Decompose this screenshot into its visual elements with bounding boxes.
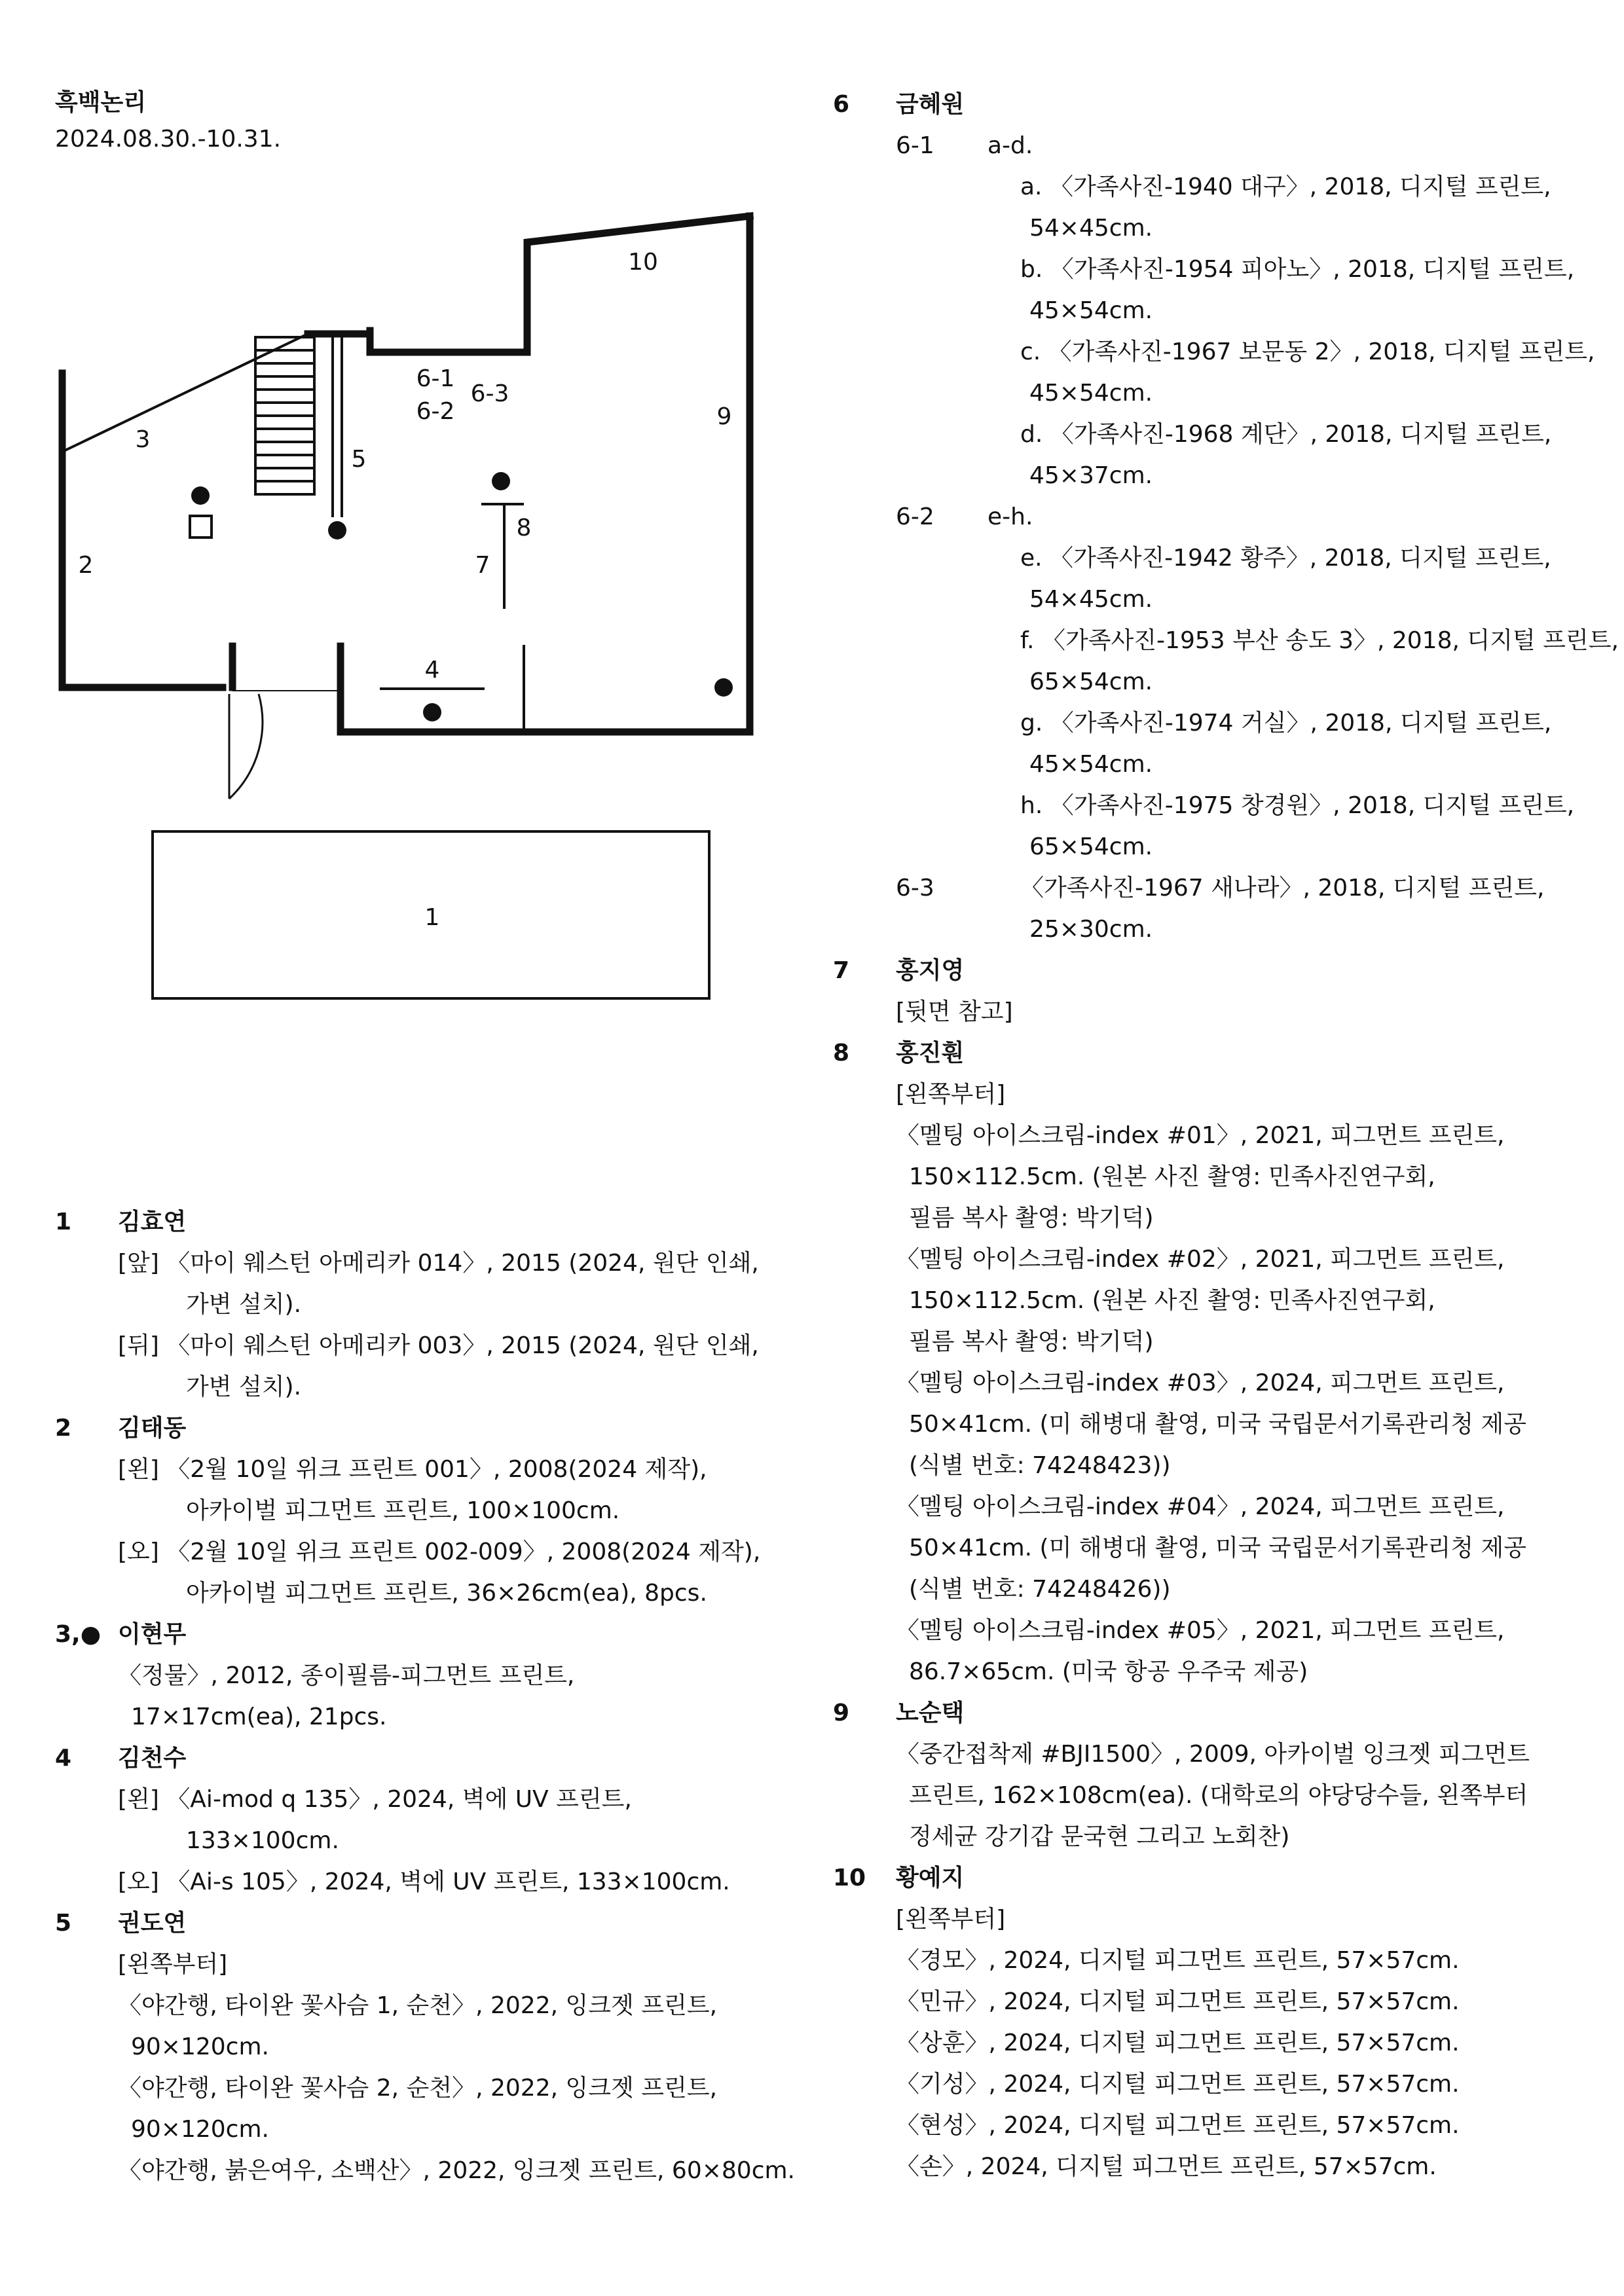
entry-number: 5 xyxy=(55,1910,72,1937)
work-line: e. 〈가족사진-1942 황주〉, 2018, 디지털 프린트, xyxy=(1020,545,1551,572)
list-item-8 xyxy=(833,1032,1586,1074)
map-label-7: 7 xyxy=(475,552,490,579)
work-line: 가변 설치). xyxy=(186,1291,302,1318)
list-item-2 xyxy=(55,1408,795,1449)
entry-number: 4 xyxy=(55,1745,72,1772)
work-line: 〈정물〉, 2012, 종이필름-피그먼트 프린트, xyxy=(118,1662,575,1689)
section-label: 6-1 xyxy=(896,132,934,159)
map-label-10: 10 xyxy=(628,249,658,276)
map-label-4: 4 xyxy=(424,657,440,683)
work-line: 〈중간접착제 #BJI1500〉, 2009, 아카이벌 잉크젯 피그먼트 xyxy=(896,1741,1530,1768)
artist-name: 김태동 xyxy=(118,1415,187,1442)
stair-treads xyxy=(255,350,314,481)
work-size: 45×37cm. xyxy=(1029,462,1153,489)
work-order-note: [왼쪽부터] xyxy=(896,1081,1006,1108)
work-line: 〈멜팅 아이스크림-index #02〉, 2021, 피그먼트 프린트, xyxy=(896,1246,1505,1273)
map-label-1: 1 xyxy=(424,904,440,931)
map-label-8: 8 xyxy=(516,515,532,541)
work-line: 150×112.5cm. (원본 사진 촬영: 민족사진연구회, xyxy=(909,1287,1435,1314)
work-line: 정세균 강기갑 문국현 그리고 노회찬) xyxy=(909,1823,1290,1850)
work-size: 25×30cm. xyxy=(1029,916,1153,943)
section-label: 6-2 xyxy=(896,503,934,530)
work-line: 〈야간행, 타이완 꽃사슴 2, 순천〉, 2022, 잉크젯 프린트, xyxy=(118,2075,718,2102)
work-line: 〈기성〉, 2024, 디지털 피그먼트 프린트, 57×57cm. xyxy=(896,2071,1460,2098)
work-line: 50×41cm. (미 해병대 촬영, 미국 국립문서기록관리청 제공 xyxy=(909,1535,1526,1561)
work-size: 65×54cm. xyxy=(1029,668,1153,695)
work-line: b. 〈가족사진-1954 피아노〉, 2018, 디지털 프린트, xyxy=(1020,256,1575,283)
work-line: (식별 번호: 74248423)) xyxy=(909,1452,1171,1479)
dot-marker xyxy=(714,678,733,697)
work-line: c. 〈가족사진-1967 보문동 2〉, 2018, 디지털 프린트, xyxy=(1020,338,1595,365)
work-line: 〈야간행, 붉은여우, 소백산〉, 2022, 잉크젯 프린트, 60×80cm. xyxy=(118,2157,795,2184)
work-line: 필름 복사 촬영: 박기덕) xyxy=(909,1205,1154,1231)
list-item-10 xyxy=(833,1857,1586,1899)
entry-number: 8 xyxy=(833,1040,850,1066)
list-item-5 xyxy=(55,1903,795,1944)
work-line: 150×112.5cm. (원본 사진 촬영: 민족사진연구회, xyxy=(909,1163,1435,1190)
work-line: (식별 번호: 74248426)) xyxy=(909,1576,1171,1603)
work-size: 45×54cm. xyxy=(1029,297,1153,324)
artist-name: 황예지 xyxy=(896,1865,965,1891)
dot-marker xyxy=(328,521,346,539)
work-line: 90×120cm. xyxy=(131,2033,269,2060)
work-line: 가변 설치). xyxy=(186,1374,302,1400)
artist-name: 권도연 xyxy=(118,1910,187,1937)
work-line: 〈멜팅 아이스크림-index #03〉, 2024, 피그먼트 프린트, xyxy=(896,1370,1505,1396)
work-line: 133×100cm. xyxy=(186,1827,339,1854)
map-label-9: 9 xyxy=(716,403,732,430)
work-line: [오] 〈2월 10일 위크 프린트 002-009〉, 2008(2024 제작), xyxy=(118,1539,761,1565)
exhibition-title: 흑백논리 xyxy=(55,89,147,116)
work-line: 필름 복사 촬영: 박기덕) xyxy=(909,1328,1154,1355)
entry-number: 6 xyxy=(833,91,850,118)
artist-name: 이현무 xyxy=(118,1621,187,1648)
wall-top xyxy=(370,216,750,352)
work-line: 〈상훈〉, 2024, 디지털 피그먼트 프린트, 57×57cm. xyxy=(896,2030,1460,2056)
work-line: 90×120cm. xyxy=(131,2116,269,2143)
section-label: 6-3 xyxy=(896,875,934,902)
artist-list-left xyxy=(55,1201,795,2191)
work-size: 45×54cm. xyxy=(1029,380,1153,407)
list-item-3 xyxy=(55,1614,795,1655)
map-label-6-1: 6-1 xyxy=(416,365,455,392)
list-item-6 xyxy=(833,84,1586,125)
work-line: 〈가족사진-1967 새나라〉, 2018, 디지털 프린트, xyxy=(1020,875,1545,902)
work-line: 〈현성〉, 2024, 디지털 피그먼트 프린트, 57×57cm. xyxy=(896,2112,1460,2139)
work-line: g. 〈가족사진-1974 거실〉, 2018, 디지털 프린트, xyxy=(1020,710,1552,737)
work-line: 〈야간행, 타이완 꽃사슴 1, 순천〉, 2022, 잉크젯 프린트, xyxy=(118,1992,718,2019)
entry-number: 9 xyxy=(833,1700,850,1726)
work-line: h. 〈가족사진-1975 창경원〉, 2018, 디지털 프린트, xyxy=(1020,792,1575,819)
work-line: 〈손〉, 2024, 디지털 피그먼트 프린트, 57×57cm. xyxy=(896,2153,1437,2180)
entry-number: 7 xyxy=(833,957,850,984)
work-line: 86.7×65cm. (미국 항공 우주국 제공) xyxy=(909,1658,1308,1685)
work-line: 〈멜팅 아이스크림-index #04〉, 2024, 피그먼트 프린트, xyxy=(896,1493,1505,1520)
artist-name: 금혜원 xyxy=(896,91,965,118)
artist-list-right xyxy=(833,84,1619,2187)
work-line: [뒤] 〈마이 웨스턴 아메리카 003〉, 2015 (2024, 원단 인쇄, xyxy=(118,1332,759,1359)
map-label-6-3: 6-3 xyxy=(470,380,509,407)
dot-marker xyxy=(423,703,441,721)
artist-name: 홍진훤 xyxy=(896,1040,965,1066)
entry-number: 10 xyxy=(833,1865,866,1891)
work-line: 〈민규〉, 2024, 디지털 피그먼트 프린트, 57×57cm. xyxy=(896,1988,1460,2015)
map-label-3: 3 xyxy=(135,426,151,453)
section-range: e-h. xyxy=(987,503,1033,530)
entry-number: 2 xyxy=(55,1415,72,1442)
dot-marker xyxy=(191,486,210,505)
work-line: 프린트, 162×108cm(ea). (대학로의 야당당수들, 왼쪽부터 xyxy=(909,1782,1528,1809)
work-line: 17×17cm(ea), 21pcs. xyxy=(131,1704,387,1730)
work-line: a. 〈가족사진-1940 대구〉, 2018, 디지털 프린트, xyxy=(1020,173,1551,200)
work-line: 〈멜팅 아이스크림-index #01〉, 2021, 피그먼트 프린트, xyxy=(896,1122,1505,1149)
map-label-5: 5 xyxy=(351,446,367,473)
work-line: 아카이벌 피그먼트 프린트, 100×100cm. xyxy=(186,1497,620,1524)
entry-number: 1 xyxy=(55,1209,72,1235)
artist-name: 노순택 xyxy=(896,1700,965,1726)
door-swing-arc xyxy=(229,694,263,799)
list-item-9 xyxy=(833,1692,1586,1734)
work-line: [왼] 〈2월 10일 위크 프린트 001〉, 2008(2024 제작), xyxy=(118,1456,707,1483)
work-note: [뒷면 참고] xyxy=(896,998,1013,1025)
map-label-6-2: 6-2 xyxy=(416,398,455,425)
work-size: 54×45cm. xyxy=(1029,215,1153,242)
list-item-1 xyxy=(55,1201,795,1243)
work-line: 50×41cm. (미 해병대 촬영, 미국 국립문서기록관리청 제공 xyxy=(909,1411,1526,1438)
work-line: [오] 〈Ai-s 105〉, 2024, 벽에 UV 프린트, 133×100cm. xyxy=(118,1868,730,1895)
work-size: 45×54cm. xyxy=(1029,751,1153,778)
square-marker xyxy=(190,516,212,538)
section-range: a-d. xyxy=(987,132,1033,159)
work-line: 아카이벌 피그먼트 프린트, 36×26cm(ea), 8pcs. xyxy=(186,1580,707,1607)
artist-name: 김천수 xyxy=(118,1745,187,1772)
artist-name: 홍지영 xyxy=(896,957,965,984)
work-line: 〈경모〉, 2024, 디지털 피그먼트 프린트, 57×57cm. xyxy=(896,1947,1460,1974)
work-size: 65×54cm. xyxy=(1029,833,1153,860)
artist-name: 김효연 xyxy=(118,1209,187,1235)
work-order-note: [왼쪽부터] xyxy=(118,1951,228,1978)
work-order-note: [왼쪽부터] xyxy=(896,1906,1006,1933)
work-line: f. 〈가족사진-1953 부산 송도 3〉, 2018, 디지털 프린트, xyxy=(1020,627,1619,654)
exhibition-dates: 2024.08.30.-10.31. xyxy=(55,126,282,153)
work-line: [앞] 〈마이 웨스턴 아메리카 014〉, 2015 (2024, 원단 인쇄, xyxy=(118,1250,759,1277)
dot-marker xyxy=(492,472,510,490)
entry-number: 3,● xyxy=(55,1621,101,1648)
map-label-2: 2 xyxy=(78,552,94,579)
list-item-4 xyxy=(55,1738,795,1779)
work-line: d. 〈가족사진-1968 계단〉, 2018, 디지털 프린트, xyxy=(1020,421,1552,448)
work-size: 54×45cm. xyxy=(1029,586,1153,613)
list-item-7 xyxy=(833,950,1586,991)
work-line: [왼] 〈Ai-mod q 135〉, 2024, 벽에 UV 프린트, xyxy=(118,1786,632,1813)
work-line: 〈멜팅 아이스크림-index #05〉, 2021, 피그먼트 프린트, xyxy=(896,1617,1505,1644)
